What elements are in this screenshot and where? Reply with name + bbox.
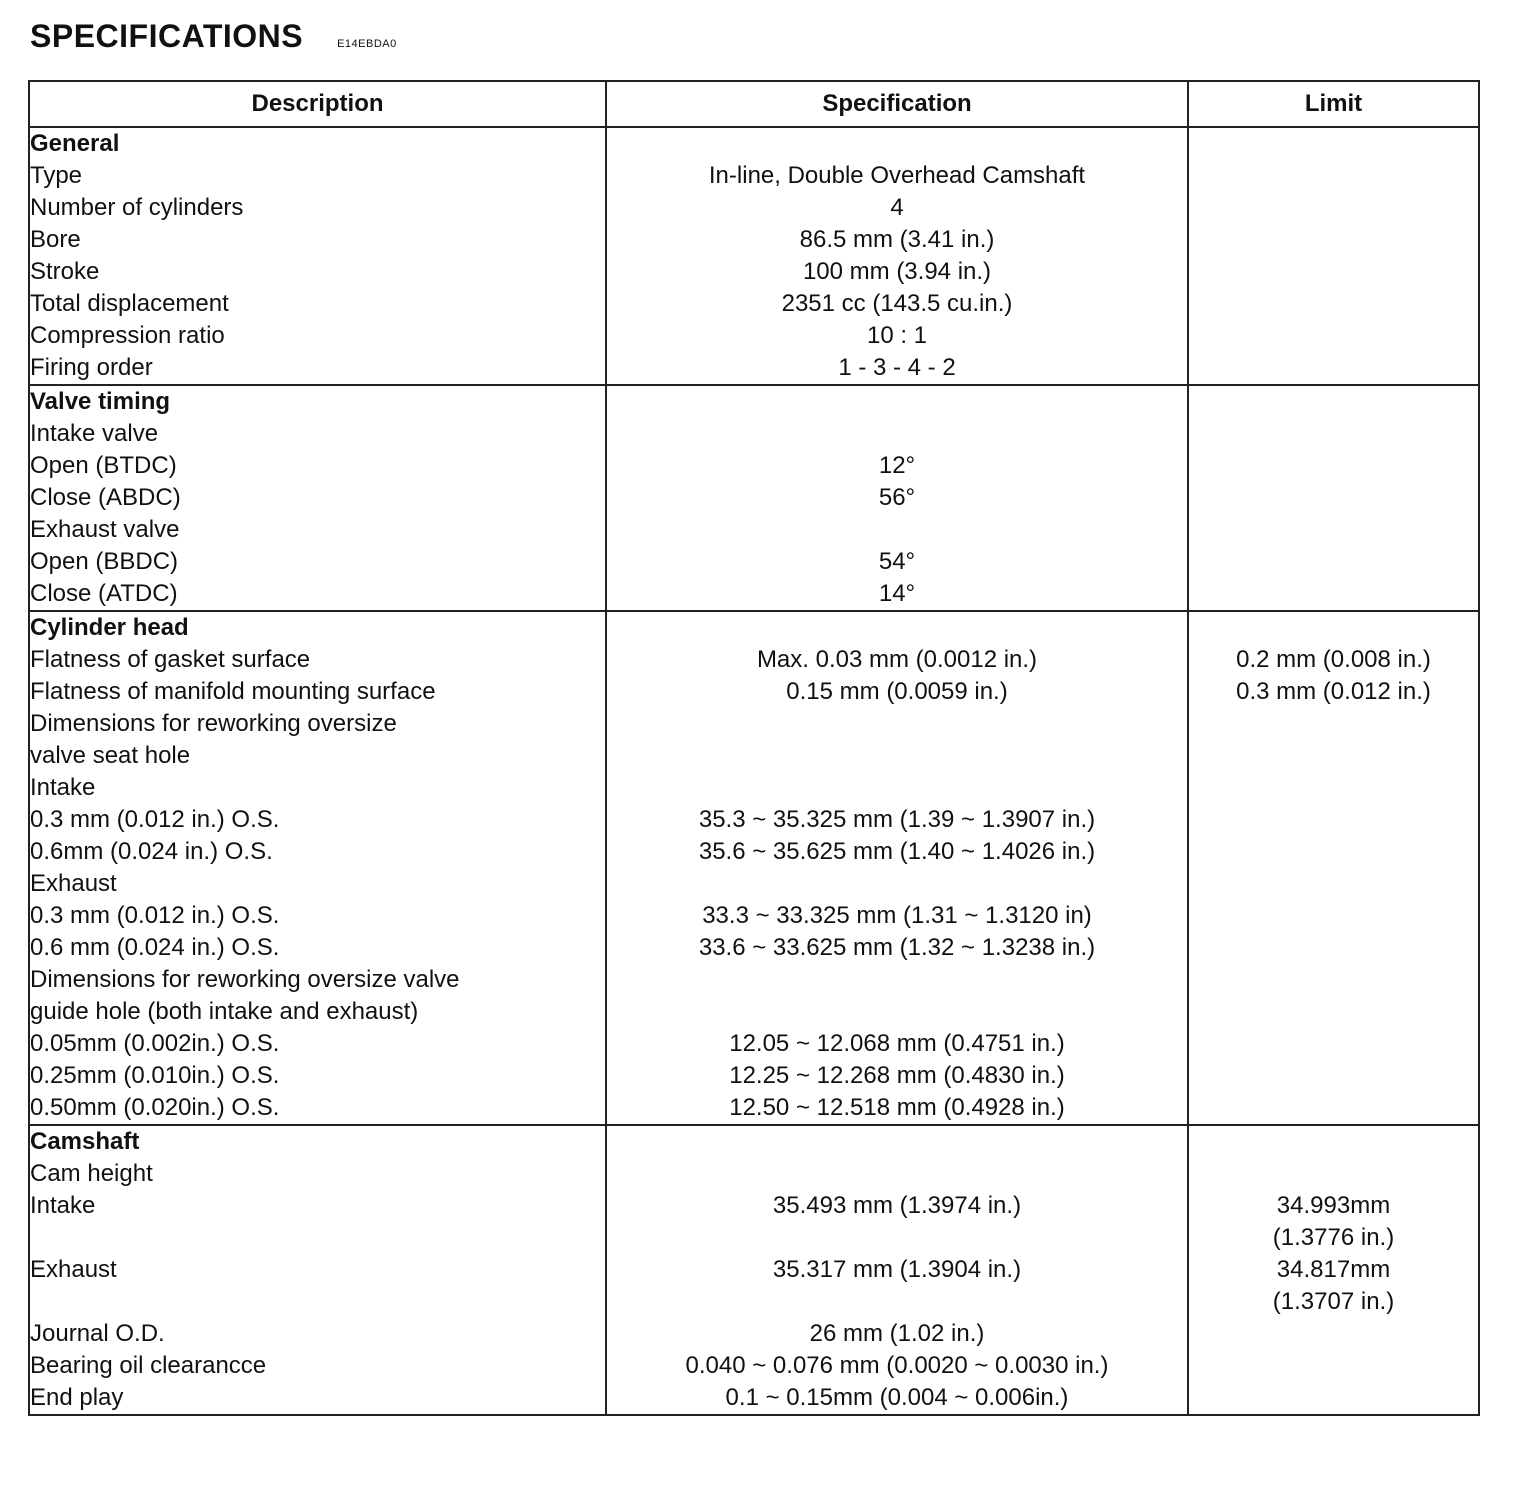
table-cell-line: Firing order (30, 354, 153, 381)
table-cell-line: 35.317 mm (1.3904 in.) (772, 1256, 1022, 1283)
table-cell-line: 0.3 mm (0.012 in.) O.S. (30, 902, 280, 929)
table-cell-line: 34.993mm (1276, 1192, 1391, 1219)
table-cell-line: Total displacement (30, 290, 229, 317)
table-cell-line (1189, 160, 1478, 192)
table-cell-line: Exhaust (30, 870, 117, 897)
table-cell-line (1189, 804, 1478, 836)
table-cell-line: 0.040 ~ 0.076 mm (0.0020 ~ 0.0030 in.) (685, 1352, 1109, 1379)
table-cell-line (1189, 868, 1478, 900)
table-cell-line: Stroke (30, 258, 100, 285)
table-cell-line (1189, 964, 1478, 996)
table-cell-line: 12.50 ~ 12.518 mm (0.4928 in.) (729, 1094, 1065, 1121)
description-cell (29, 1125, 606, 1415)
description-cell (29, 385, 606, 611)
table-cell-line (607, 418, 1187, 450)
table-cell-line: 14° (878, 580, 916, 607)
section-heading: Camshaft (30, 1128, 140, 1155)
table-cell-line (1189, 1158, 1478, 1190)
table-cell-line: 12° (878, 452, 916, 479)
column-header-specification: Specification (606, 81, 1188, 127)
table-cell-line (1189, 708, 1478, 740)
table-cell-line (1189, 1350, 1478, 1382)
table-cell-line: 10 : 1 (866, 322, 928, 349)
specification-cell (606, 385, 1188, 611)
table-cell-line: Exhaust valve (30, 516, 180, 543)
table-cell-line (1189, 740, 1478, 772)
page-title: SPECIFICATIONS (30, 18, 304, 54)
table-cell-line (607, 1158, 1187, 1190)
table-cell-line (607, 1126, 1187, 1158)
table-cell-line: 33.3 ~ 33.325 mm (1.31 ~ 1.3120 in) (702, 902, 1092, 929)
table-cell-line (607, 1286, 1187, 1318)
limit-cell (1188, 385, 1479, 611)
table-cell-line: Intake (30, 1192, 96, 1219)
table-cell-line: 35.3 ~ 35.325 mm (1.39 ~ 1.3907 in.) (698, 806, 1096, 833)
table-cell-line: End play (30, 1384, 124, 1411)
table-cell-line (607, 1222, 1187, 1254)
table-cell-line (1189, 900, 1478, 932)
table-cell-line (1189, 996, 1478, 1028)
table-cell-line (1189, 578, 1478, 610)
table-cell-line: 4 (890, 194, 904, 221)
table-section-row (29, 385, 1479, 611)
table-cell-line (1189, 612, 1478, 644)
table-cell-line: 0.6 mm (0.024 in.) O.S. (30, 934, 280, 961)
section-heading: Cylinder head (30, 614, 189, 641)
table-cell-line (607, 996, 1187, 1028)
table-cell-line (607, 740, 1187, 772)
table-cell-line (1189, 224, 1478, 256)
table-cell-line: Dimensions for reworking oversize (30, 710, 397, 737)
description-cell (29, 127, 606, 385)
table-section-row (29, 611, 1479, 1125)
table-cell-line: 0.3 mm (0.012 in.) O.S. (30, 806, 280, 833)
table-cell-line: Flatness of manifold mounting surface (30, 678, 436, 705)
table-cell-line: valve seat hole (30, 742, 191, 769)
table-cell-line (1189, 482, 1478, 514)
table-cell-line (1189, 320, 1478, 352)
table-cell-line (607, 868, 1187, 900)
table-cell-line (1189, 288, 1478, 320)
table-cell-line: 0.6mm (0.024 in.) O.S. (30, 838, 273, 865)
table-cell-line (1189, 386, 1478, 418)
table-cell-line: 12.05 ~ 12.068 mm (0.4751 in.) (729, 1030, 1065, 1057)
table-cell-line (607, 386, 1187, 418)
table-cell-line: (1.3707 in.) (1272, 1288, 1395, 1315)
table-cell-line (1189, 352, 1478, 384)
table-cell-line: 34.817mm (1276, 1256, 1391, 1283)
column-header-description: Description (29, 81, 606, 127)
table-cell-line (1189, 418, 1478, 450)
table-cell-line: Close (ABDC) (30, 484, 181, 511)
table-cell-line (1189, 1382, 1478, 1414)
table-section-row (29, 127, 1479, 385)
table-cell-line: 56° (878, 484, 916, 511)
table-cell-line: Journal O.D. (30, 1320, 165, 1347)
table-cell-line: Type (30, 162, 83, 189)
table-cell-line (1189, 192, 1478, 224)
table-cell-line (607, 964, 1187, 996)
specifications-table (28, 80, 1480, 1416)
table-cell-line: Compression ratio (30, 322, 225, 349)
table-cell-line: Close (ATDC) (30, 580, 178, 607)
document-code: E14EBDA0 (337, 38, 397, 50)
limit-cell (1188, 611, 1479, 1125)
table-cell-line: 33.6 ~ 33.625 mm (1.32 ~ 1.3238 in.) (698, 934, 1096, 961)
table-cell-line: 26 mm (1.02 in.) (809, 1320, 985, 1347)
section-heading: Valve timing (30, 388, 171, 415)
page-header (30, 18, 397, 55)
table-cell-line: 54° (878, 548, 916, 575)
table-cell-line: 0.25mm (0.010in.) O.S. (30, 1062, 280, 1089)
table-cell-line (1189, 546, 1478, 578)
table-cell-line (30, 1286, 605, 1318)
table-cell-line: Max. 0.03 mm (0.0012 in.) (756, 646, 1038, 673)
limit-cell (1188, 127, 1479, 385)
table-cell-line: 100 mm (3.94 in.) (802, 258, 992, 285)
section-heading: General (30, 130, 120, 157)
table-cell-line: (1.3776 in.) (1272, 1224, 1395, 1251)
table-header-row (29, 81, 1479, 127)
table-cell-line: 0.1 ~ 0.15mm (0.004 ~ 0.006in.) (725, 1384, 1069, 1411)
table-cell-line: 2351 cc (143.5 cu.in.) (781, 290, 1013, 317)
table-cell-line (1189, 450, 1478, 482)
table-cell-line: Intake valve (30, 420, 159, 447)
table-cell-line (607, 708, 1187, 740)
column-header-limit: Limit (1188, 81, 1479, 127)
table-cell-line: 0.15 mm (0.0059 in.) (786, 678, 1008, 705)
table-cell-line: Bore (30, 226, 81, 253)
table-cell-line (1189, 1126, 1478, 1158)
table-cell-line (607, 612, 1187, 644)
table-body (29, 127, 1479, 1415)
table-cell-line: 86.5 mm (3.41 in.) (799, 226, 995, 253)
table-section-row (29, 1125, 1479, 1415)
table-cell-line: guide hole (both intake and exhaust) (30, 998, 419, 1025)
table-cell-line: 0.50mm (0.020in.) O.S. (30, 1094, 280, 1121)
table-cell-line (30, 1222, 605, 1254)
table-cell-line: Exhaust (30, 1256, 117, 1283)
limit-cell (1188, 1125, 1479, 1415)
table-cell-line: Cam height (30, 1160, 153, 1187)
table-cell-line (1189, 836, 1478, 868)
table-cell-line: 35.493 mm (1.3974 in.) (772, 1192, 1022, 1219)
table-cell-line (607, 772, 1187, 804)
table-cell-line: Open (BTDC) (30, 452, 177, 479)
specification-cell (606, 127, 1188, 385)
table-cell-line (1189, 1060, 1478, 1092)
specification-cell (606, 611, 1188, 1125)
specification-cell (606, 1125, 1188, 1415)
table-cell-line (1189, 1318, 1478, 1350)
table-cell-line: Flatness of gasket surface (30, 646, 311, 673)
table-cell-line: In-line, Double Overhead Camshaft (708, 162, 1086, 189)
table-cell-line (1189, 932, 1478, 964)
table-cell-line: 0.05mm (0.002in.) O.S. (30, 1030, 280, 1057)
table-cell-line (1189, 1028, 1478, 1060)
table-cell-line: Open (BBDC) (30, 548, 179, 575)
table-cell-line (1189, 1092, 1478, 1124)
table-cell-line (1189, 256, 1478, 288)
table-cell-line: Intake (30, 774, 96, 801)
table-cell-line: 35.6 ~ 35.625 mm (1.40 ~ 1.4026 in.) (698, 838, 1096, 865)
table-cell-line: 1 - 3 - 4 - 2 (838, 354, 956, 381)
table-cell-line: Bearing oil clearancce (30, 1352, 267, 1379)
table-cell-line (607, 514, 1187, 546)
table-cell-line: 0.3 mm (0.012 in.) (1236, 678, 1431, 705)
description-cell (29, 611, 606, 1125)
table-cell-line (1189, 514, 1478, 546)
table-cell-line: Number of cylinders (30, 194, 244, 221)
table-cell-line: 12.25 ~ 12.268 mm (0.4830 in.) (729, 1062, 1065, 1089)
table-cell-line: Dimensions for reworking oversize valve (30, 966, 460, 993)
table-cell-line (1189, 128, 1478, 160)
table-cell-line (1189, 772, 1478, 804)
table-cell-line (607, 128, 1187, 160)
table-cell-line: 0.2 mm (0.008 in.) (1236, 646, 1431, 673)
